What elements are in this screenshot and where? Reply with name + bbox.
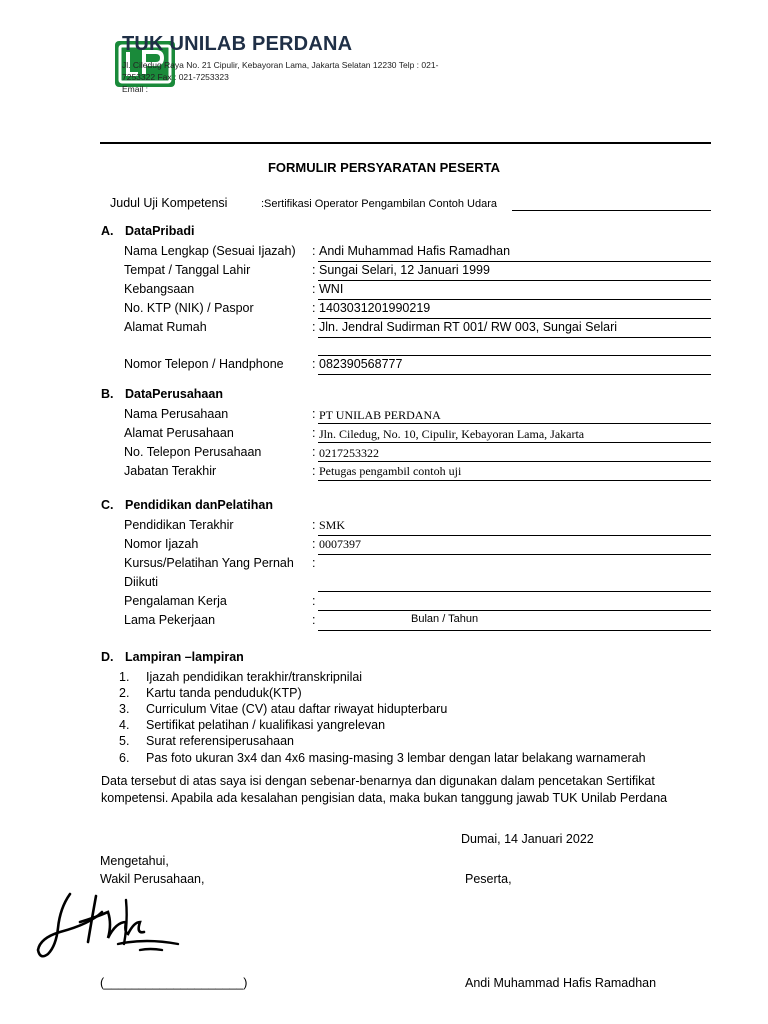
header-divider [100, 142, 711, 144]
section-d-letter: D. [101, 650, 114, 664]
field-value-alamat-perusahaan: Jln. Ciledug, No. 10, Cipulir, Kebayoran Lama, Jakarta [319, 427, 585, 441]
company-signature-blank: (____________________) [100, 976, 248, 990]
org-email-line: Email : [122, 84, 148, 94]
list-item: 2. Kartu tanda penduduk(KTP) [119, 686, 302, 700]
section-d-heading [101, 650, 244, 664]
field-value-kebangsaan: WNI [319, 282, 344, 296]
field-value-telepon-perusahaan: 0217253322 [319, 446, 379, 460]
field-value-ttl: Sungai Selari, 12 Januari 1999 [319, 263, 490, 277]
statement-paragraph: Data tersebut di atas saya isi dengan sebenar-benarnya dan digunakan dalam pencetakan Sertifikat kompetensi. Apabila ada kesalahan pengisian data, maka bukan tanggung jawab TUK Unilab Perdana [101, 774, 668, 805]
section-a-heading [101, 224, 194, 238]
field-label-diikuti: Diikuti [124, 575, 159, 589]
org-name: TUK UNILAB PERDANA [122, 33, 353, 55]
judul-label: Judul Uji Kompetensi [110, 196, 228, 210]
list-item: 1. Ijazah pendidikan terakhir/transkripnilai [119, 670, 363, 684]
field-label-telepon: Nomor Telepon / Handphone [124, 357, 284, 371]
field-label-alamat-perusahaan: Alamat Perusahaan [124, 426, 234, 440]
field-value-lama-pekerjaan: Bulan / Tahun [411, 613, 479, 625]
field-label-alamat-rumah: Alamat Rumah [124, 320, 207, 334]
field-label-lama-pekerjaan: Lama Pekerjaan [124, 613, 216, 627]
field-label-nama-lengkap: Nama Lengkap (Sesuai Ijazah) [124, 244, 296, 258]
field-label-telepon-perusahaan: No. Telepon Perusahaan [124, 445, 262, 459]
section-b-title: DataPerusahaan [125, 387, 223, 401]
field-label-kursus: Kursus/Pelatihan Yang Pernah [124, 556, 294, 570]
section-c-title: Pendidikan danPelatihan [125, 498, 273, 512]
place-date: Dumai, 14 Januari 2022 [461, 832, 594, 846]
field-value-nomor-ijazah: 0007397 [319, 537, 361, 551]
mengetahui-label: Mengetahui, [100, 854, 169, 868]
section-a-title: DataPribadi [125, 224, 195, 238]
handwritten-signature [30, 888, 185, 968]
section-c-letter: C. [101, 498, 114, 512]
field-label-ttl: Tempat / Tanggal Lahir [124, 263, 251, 277]
participant-name: Andi Muhammad Hafis Ramadhan [465, 976, 657, 990]
field-label-pendidikan: Pendidikan Terakhir [124, 518, 234, 532]
judul-underline [512, 210, 711, 211]
field-value-nama-perusahaan: PT UNILAB PERDANA [319, 408, 441, 422]
peserta-label: Peserta, [465, 872, 512, 886]
org-address-line2: 7253322 Fax : 021-7253323 [122, 72, 229, 82]
field-value-nama-lengkap: Andi Muhammad Hafis Ramadhan [319, 244, 511, 258]
section-c-heading [101, 498, 273, 512]
field-label-ktp: No. KTP (NIK) / Paspor [124, 301, 254, 315]
field-value-pendidikan: SMK [319, 518, 346, 532]
section-d-title: Lampiran –lampiran [125, 650, 244, 664]
field-label-nomor-ijazah: Nomor Ijazah [124, 537, 199, 551]
list-item: 5. Surat referensiperusahaan [119, 734, 295, 748]
field-value-ktp: 1403031201990219 [319, 301, 431, 315]
field-label-jabatan: Jabatan Terakhir [124, 464, 217, 478]
list-item: 6. Pas foto ukuran 3x4 dan 4x6 masing-masing 3 lembar dengan latar belakang warnamerah [119, 751, 646, 765]
section-b-heading [101, 387, 223, 401]
list-item: 3. Curriculum Vitae (CV) atau daftar riwayat hidupterbaru [119, 702, 448, 716]
field-value-alamat-rumah: Jln. Jendral Sudirman RT 001/ RW 003, Sungai Selari [319, 320, 618, 334]
field-label-kebangsaan: Kebangsaan [124, 282, 195, 296]
field-value-telepon: 082390568777 [319, 357, 403, 371]
field-label-pengalaman: Pengalaman Kerja [124, 594, 227, 608]
list-item: 4. Sertifikat pelatihan / kualifikasi yangrelevan [119, 718, 386, 732]
field-value-jabatan: Petugas pengambil contoh uji [319, 464, 462, 478]
org-address-line1: Jl. Ciledug Raya No. 21 Cipulir, Kebayoran Lama, Jakarta Selatan 12230 Telp : 021- [122, 60, 439, 70]
wakil-perusahaan-label: Wakil Perusahaan, [100, 872, 205, 886]
section-b-letter: B. [101, 387, 114, 401]
field-label-nama-perusahaan: Nama Perusahaan [124, 407, 229, 421]
section-a-letter: A. [101, 224, 114, 238]
judul-value: :Sertifikasi Operator Pengambilan Contoh Udara [261, 198, 498, 210]
form-title: FORMULIR PERSYARATAN PESERTA [267, 160, 501, 175]
